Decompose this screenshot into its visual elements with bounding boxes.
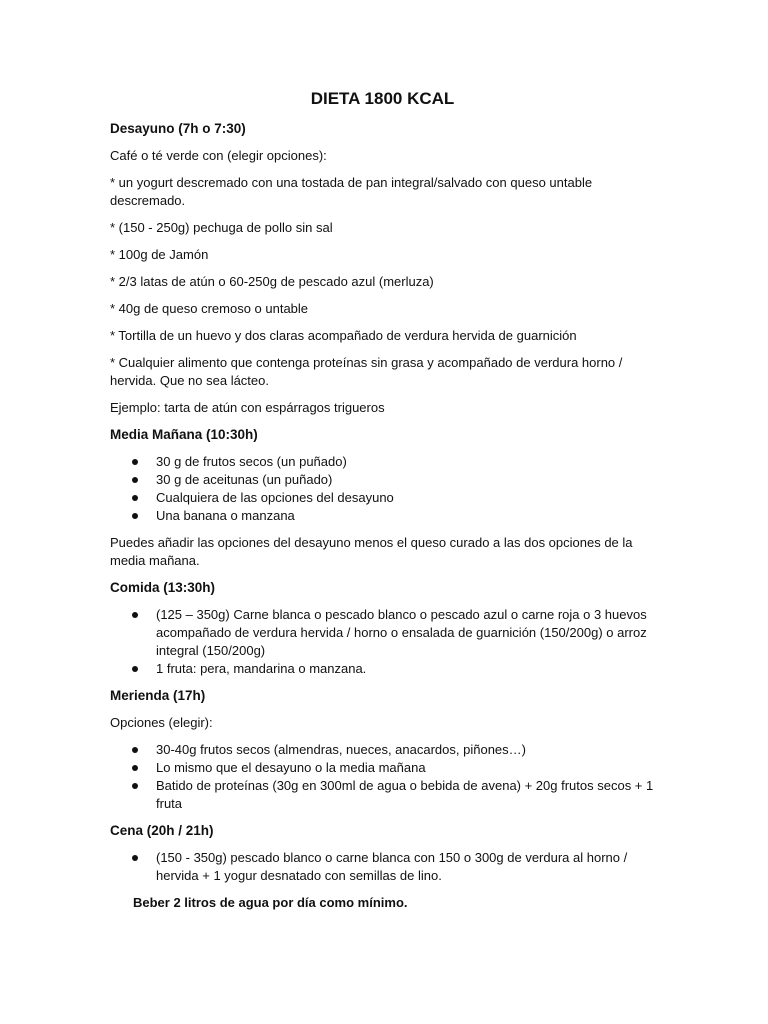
list-item [110, 849, 655, 885]
list-item-text: Lo mismo que el desayuno o la media mañana [156, 760, 426, 775]
list-item-text: Cualquiera de las opciones del desayuno [156, 490, 394, 505]
list-item-text: 30 g de aceitunas (un puñado) [156, 472, 333, 487]
comida-list [110, 606, 655, 678]
desayuno-option: * un yogurt descremado con una tostada de pan integral/salvado con queso untable descremado. [110, 175, 593, 208]
desayuno-option: * Cualquier alimento que contenga proteínas sin grasa y acompañado de verdura horno / hervida. Que no sea lácteo. [110, 355, 623, 388]
bullet-icon [132, 666, 138, 672]
desayuno-option: * 100g de Jamón [110, 247, 209, 262]
section-heading-merienda: Merienda (17h) [110, 688, 206, 703]
list-item-text: 30-40g frutos secos (almendras, nueces, anacardos, piñones…) [156, 742, 526, 757]
list-item [110, 453, 655, 471]
list-item-text: Batido de proteínas (30g en 300ml de agua o bebida de avena) + 20g frutos secos + 1 fruta [156, 778, 654, 811]
media-manana-note: Puedes añadir las opciones del desayuno menos el queso curado a las dos opciones de la media mañana. [110, 535, 633, 568]
desayuno-option: * 40g de queso cremoso o untable [110, 301, 309, 316]
merienda-list [110, 741, 655, 813]
media-manana-list [110, 453, 655, 525]
section-heading-media-manana: Media Mañana (10:30h) [110, 427, 258, 442]
section-heading-comida: Comida (13:30h) [110, 580, 216, 595]
cena-list [110, 849, 655, 885]
list-item-text: 1 fruta: pera, mandarina o manzana. [156, 661, 367, 676]
list-item [110, 507, 655, 525]
bullet-icon [132, 495, 138, 501]
list-item-text: 30 g de frutos secos (un puñado) [156, 454, 347, 469]
document-page [110, 88, 655, 912]
bullet-icon [132, 459, 138, 465]
section-heading-cena: Cena (20h / 21h) [110, 823, 214, 838]
bullet-icon [132, 855, 138, 861]
document-title: DIETA 1800 KCAL [310, 89, 455, 108]
desayuno-option: * 2/3 latas de atún o 60-250g de pescado azul (merluza) [110, 274, 434, 289]
bullet-icon [132, 513, 138, 519]
list-item [110, 759, 655, 777]
list-item-text: Una banana o manzana [156, 508, 295, 523]
desayuno-option: * (150 - 250g) pechuga de pollo sin sal [110, 220, 333, 235]
closing-note: Beber 2 litros de agua por día como mínimo. [133, 895, 408, 910]
section-heading-desayuno: Desayuno (7h o 7:30) [110, 121, 246, 136]
merienda-intro: Opciones (elegir): [110, 715, 213, 730]
list-item [110, 660, 655, 678]
bullet-icon [132, 477, 138, 483]
bullet-icon [132, 747, 138, 753]
bullet-icon [132, 783, 138, 789]
list-item-text: (125 – 350g) Carne blanca o pescado blanco o pescado azul o carne roja o 3 huevos acompañado de verdura hervida / horno o ensalada de guarnición (150/200g) o arroz integral (150/200g) [156, 607, 647, 658]
desayuno-intro: Café o té verde con (elegir opciones): [110, 148, 327, 163]
list-item [110, 471, 655, 489]
bullet-icon [132, 765, 138, 771]
list-item [110, 606, 655, 660]
list-item [110, 489, 655, 507]
desayuno-option: * Tortilla de un huevo y dos claras acompañado de verdura hervida de guarnición [110, 328, 577, 343]
list-item [110, 777, 655, 813]
list-item-text: (150 - 350g) pescado blanco o carne blanca con 150 o 300g de verdura al horno / hervida + 1 yogur desnatado con semillas de lino. [156, 850, 628, 883]
bullet-icon [132, 612, 138, 618]
list-item [110, 741, 655, 759]
desayuno-example: Ejemplo: tarta de atún con espárragos trigueros [110, 400, 385, 415]
